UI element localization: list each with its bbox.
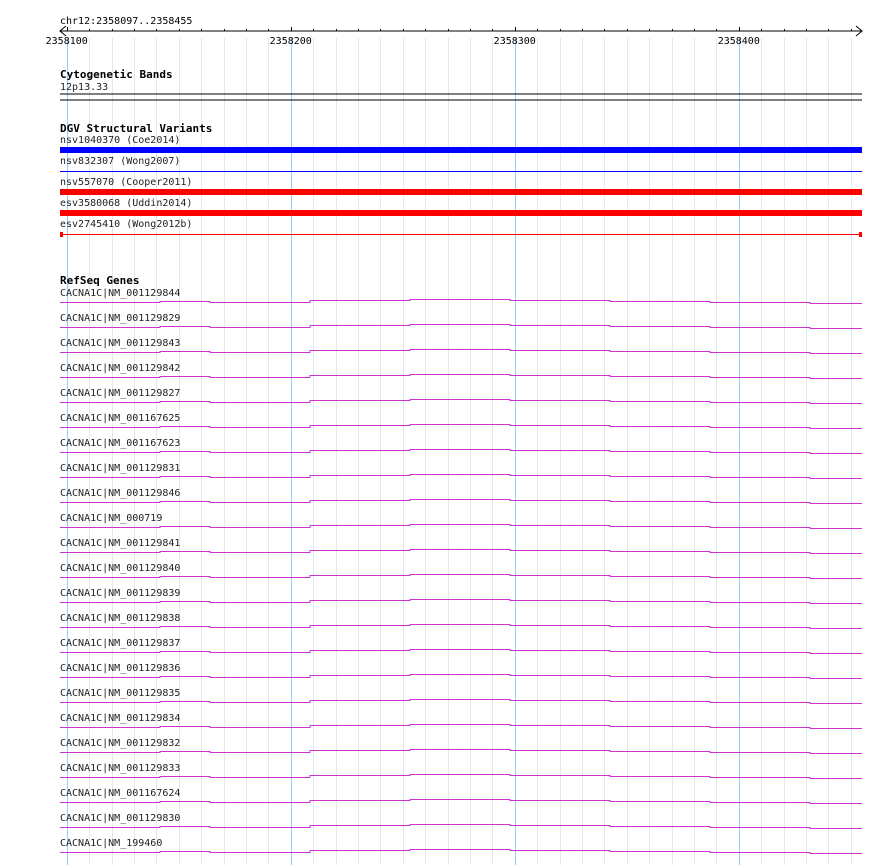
refseq-gene[interactable] bbox=[60, 613, 862, 629]
dgv-variant-label: esv3580068 (Uddin2014) bbox=[60, 198, 193, 209]
refseq-gene-label: CACNA1C|NM_001129827 bbox=[60, 388, 181, 399]
refseq-gene[interactable] bbox=[60, 713, 862, 729]
refseq-gene[interactable] bbox=[60, 738, 862, 754]
dgv-variant-label: nsv557070 (Cooper2011) bbox=[60, 177, 193, 188]
refseq-gene-intron-line[interactable] bbox=[60, 300, 862, 304]
refseq-gene-label: CACNA1C|NM_001129846 bbox=[60, 488, 181, 499]
refseq-track-title[interactable]: RefSeq Genes bbox=[60, 274, 140, 287]
refseq-features bbox=[60, 288, 862, 854]
refseq-gene[interactable] bbox=[60, 563, 862, 579]
refseq-gene-label: CACNA1C|NM_000719 bbox=[60, 513, 163, 524]
refseq-gene-intron-line[interactable] bbox=[60, 525, 862, 529]
refseq-gene-intron-line[interactable] bbox=[60, 400, 862, 404]
dgv-variant-bar[interactable] bbox=[60, 189, 862, 195]
dgv-variant-bar[interactable] bbox=[60, 210, 862, 216]
cytoband-track bbox=[60, 68, 862, 100]
refseq-gene-intron-line[interactable] bbox=[60, 750, 862, 754]
refseq-gene-intron-line[interactable] bbox=[60, 675, 862, 679]
refseq-gene-label: CACNA1C|NM_001129844 bbox=[60, 288, 181, 299]
dgv-variant-label: esv2745410 (Wong2012b) bbox=[60, 219, 193, 230]
refseq-gene-intron-line[interactable] bbox=[60, 550, 862, 554]
refseq-gene-label: CACNA1C|NM_001167623 bbox=[60, 438, 181, 449]
refseq-gene-intron-line[interactable] bbox=[60, 850, 862, 854]
range-label: chr12:2358097..2358455 bbox=[60, 16, 193, 27]
refseq-gene-label: CACNA1C|NM_001129829 bbox=[60, 313, 181, 324]
refseq-gene-intron-line[interactable] bbox=[60, 425, 862, 429]
ruler-tick-labels bbox=[46, 36, 760, 47]
dgv-variant-label: nsv832307 (Wong2007) bbox=[60, 156, 181, 167]
ruler-tick-label: 2358100 bbox=[45, 36, 88, 47]
refseq-gene-intron-line[interactable] bbox=[60, 325, 862, 329]
refseq-gene-label: CACNA1C|NM_001167625 bbox=[60, 413, 181, 424]
ruler-tick-label: 2358200 bbox=[269, 36, 312, 47]
dgv-variant-bar[interactable] bbox=[60, 147, 862, 153]
dgv-track bbox=[60, 122, 862, 237]
refseq-gene[interactable] bbox=[60, 663, 862, 679]
refseq-gene[interactable] bbox=[60, 338, 862, 354]
refseq-gene-label: CACNA1C|NM_001129838 bbox=[60, 613, 181, 624]
ruler-tick-label: 2358400 bbox=[717, 36, 760, 47]
refseq-gene-intron-line[interactable] bbox=[60, 700, 862, 704]
cytoband-label: 12p13.33 bbox=[60, 82, 109, 93]
refseq-gene[interactable] bbox=[60, 288, 862, 304]
refseq-gene-label: CACNA1C|NM_001129834 bbox=[60, 713, 181, 724]
dgv-variant-label: nsv1040370 (Coe2014) bbox=[60, 135, 181, 146]
refseq-gene-label: CACNA1C|NM_001129843 bbox=[60, 338, 181, 349]
ruler-ticks bbox=[68, 27, 852, 31]
refseq-gene-intron-line[interactable] bbox=[60, 475, 862, 479]
dgv-track-title[interactable]: DGV Structural Variants bbox=[60, 122, 213, 135]
refseq-gene[interactable] bbox=[60, 313, 862, 329]
refseq-gene[interactable] bbox=[60, 413, 862, 429]
refseq-gene-intron-line[interactable] bbox=[60, 775, 862, 779]
dgv-variant[interactable] bbox=[60, 135, 862, 153]
refseq-gene-intron-line[interactable] bbox=[60, 575, 862, 579]
refseq-gene-intron-line[interactable] bbox=[60, 375, 862, 379]
refseq-gene-intron-line[interactable] bbox=[60, 350, 862, 354]
ruler-tick-label: 2358300 bbox=[493, 36, 536, 47]
refseq-gene-label: CACNA1C|NM_001129830 bbox=[60, 813, 181, 824]
refseq-gene-intron-line[interactable] bbox=[60, 725, 862, 729]
refseq-gene-label: CACNA1C|NM_001129835 bbox=[60, 688, 181, 699]
refseq-gene[interactable] bbox=[60, 838, 862, 854]
refseq-gene[interactable] bbox=[60, 488, 862, 504]
dgv-variant[interactable] bbox=[60, 198, 862, 216]
refseq-gene[interactable] bbox=[60, 788, 862, 804]
refseq-gene-label: CACNA1C|NM_001129842 bbox=[60, 363, 181, 374]
refseq-gene-intron-line[interactable] bbox=[60, 650, 862, 654]
refseq-gene[interactable] bbox=[60, 388, 862, 404]
refseq-gene-label: CACNA1C|NM_001129833 bbox=[60, 763, 181, 774]
dgv-variant[interactable] bbox=[60, 219, 862, 237]
dgv-variant[interactable] bbox=[60, 177, 862, 195]
refseq-gene-label: CACNA1C|NM_001129839 bbox=[60, 588, 181, 599]
refseq-gene[interactable] bbox=[60, 763, 862, 779]
refseq-gene-intron-line[interactable] bbox=[60, 625, 862, 629]
refseq-gene-label: CACNA1C|NM_001129831 bbox=[60, 463, 181, 474]
refseq-gene-intron-line[interactable] bbox=[60, 500, 862, 504]
refseq-gene-intron-line[interactable] bbox=[60, 800, 862, 804]
refseq-gene-intron-line[interactable] bbox=[60, 825, 862, 829]
refseq-gene[interactable] bbox=[60, 363, 862, 379]
ruler bbox=[46, 16, 862, 47]
refseq-gene[interactable] bbox=[60, 588, 862, 604]
refseq-track bbox=[60, 274, 862, 854]
refseq-gene-label: CACNA1C|NM_001129837 bbox=[60, 638, 181, 649]
refseq-gene[interactable] bbox=[60, 688, 862, 704]
refseq-gene[interactable] bbox=[60, 813, 862, 829]
refseq-gene-label: CACNA1C|NM_001129841 bbox=[60, 538, 181, 549]
refseq-gene[interactable] bbox=[60, 638, 862, 654]
refseq-gene-intron-line[interactable] bbox=[60, 600, 862, 604]
refseq-gene[interactable] bbox=[60, 538, 862, 554]
dgv-variant-end-cap bbox=[859, 232, 862, 237]
refseq-gene[interactable] bbox=[60, 513, 862, 529]
refseq-gene-label: CACNA1C|NM_001167624 bbox=[60, 788, 181, 799]
refseq-gene-intron-line[interactable] bbox=[60, 450, 862, 454]
cytoband-track-title[interactable]: Cytogenetic Bands bbox=[60, 68, 173, 81]
dgv-variant-start-cap bbox=[60, 232, 63, 237]
refseq-gene-label: CACNA1C|NM_001129836 bbox=[60, 663, 181, 674]
refseq-gene[interactable] bbox=[60, 438, 862, 454]
refseq-gene[interactable] bbox=[60, 463, 862, 479]
dgv-variant[interactable] bbox=[60, 156, 862, 172]
dgv-features bbox=[60, 135, 862, 237]
refseq-gene-label: CACNA1C|NM_001129832 bbox=[60, 738, 181, 749]
refseq-gene-label: CACNA1C|NM_199460 bbox=[60, 838, 163, 849]
refseq-gene-label: CACNA1C|NM_001129840 bbox=[60, 563, 181, 574]
